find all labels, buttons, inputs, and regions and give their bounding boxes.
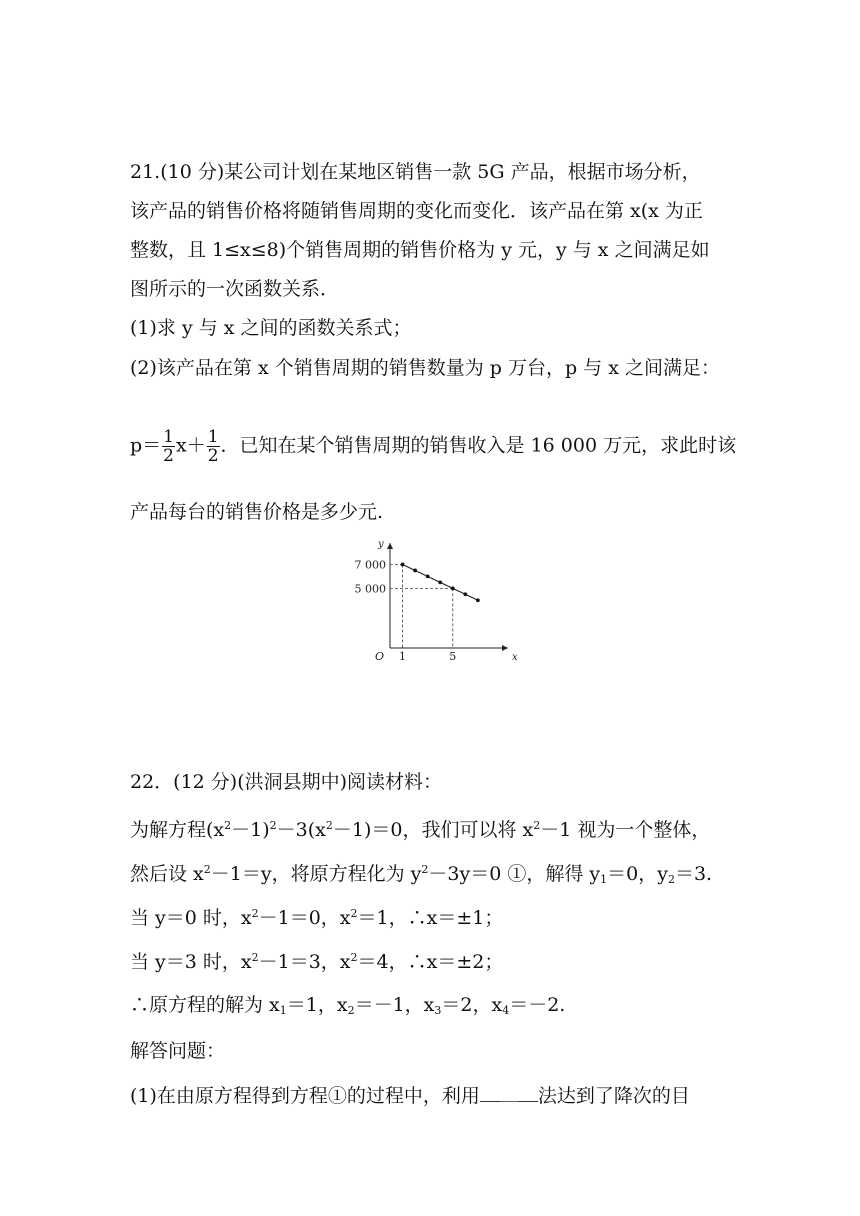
t: ＝3.	[674, 863, 713, 885]
exp: 2	[325, 819, 333, 832]
t: －1＝y，将原方程化为 y	[210, 863, 422, 885]
q22-line-5	[130, 993, 565, 1023]
t: －3(x	[276, 819, 326, 841]
t: ＝1，x	[286, 994, 348, 1016]
q21-formula-line	[130, 428, 736, 465]
t: ＝－1，x	[354, 994, 435, 1016]
exp: 2	[350, 907, 358, 920]
exp: 2	[269, 819, 277, 832]
idx: 1	[279, 1004, 287, 1017]
data-point-6	[463, 592, 467, 596]
y-tick-label-1: 5 000	[354, 582, 386, 596]
fraction-2-den: 2	[207, 446, 219, 466]
p-prefix: p＝	[130, 434, 162, 457]
data-point-1	[401, 563, 405, 567]
q21-line-1: 21.(10 分)某公司计划在某地区销售一款 5G 产品，根据市场分析，	[130, 161, 701, 183]
fraction-1	[162, 428, 175, 465]
exp: 2	[251, 907, 259, 920]
y-tick-label-0: 7 000	[354, 558, 386, 572]
fraction-1-den: 2	[163, 446, 174, 466]
origin-label: O	[375, 650, 385, 663]
t: ＝－2.	[509, 994, 566, 1016]
q22-line-2	[130, 858, 712, 892]
t: (1)在由原方程得到方程①的过程中，利用	[130, 1085, 480, 1107]
x-axis-label: x	[512, 652, 518, 663]
t: 当 y＝0 时，x	[130, 907, 252, 929]
idx: 2	[667, 873, 675, 886]
data-point-4	[438, 580, 442, 584]
idx: 2	[347, 1004, 355, 1017]
q22-line-1	[130, 814, 710, 842]
t: －1 视为一个整体，	[540, 819, 711, 841]
t: 然后设 x	[130, 863, 204, 885]
q21-part-2: (2)该产品在第 x 个销售周期的销售数量为 p 万台，p 与 x 之间满足：	[130, 357, 720, 379]
x-tick-label-5: 5	[449, 650, 457, 663]
fraction-2	[207, 428, 220, 465]
answer-blank[interactable]	[480, 1083, 538, 1102]
p-suffix: ．已知在某个销售周期的销售收入是 16 000 万元，求此时该	[220, 434, 737, 457]
q21-line-2: 该产品的销售价格将随销售周期的变化而变化．该产品在第 x(x 为正	[130, 200, 703, 222]
exp: 2	[533, 819, 541, 832]
t: －1＝0，x	[258, 907, 351, 929]
y-axis-label: y	[378, 539, 384, 550]
t: ＝1，∴x＝±1；	[357, 907, 504, 929]
t: －1)	[231, 819, 270, 841]
exp: 2	[203, 863, 211, 876]
t: 为解方程(x	[130, 819, 225, 841]
t: 当 y＝3 时，x	[130, 951, 252, 973]
line-graph	[350, 535, 530, 675]
t: 法达到了降次的目	[537, 1085, 690, 1107]
p-mid: x＋	[176, 434, 206, 457]
q21-line-3: 整数，且 1≤x≤8)个销售周期的销售价格为 y 元，y 与 x 之间满足如	[130, 239, 710, 261]
x-axis-arrow	[502, 645, 508, 651]
q22-line-4	[130, 946, 503, 974]
data-point-5	[451, 586, 455, 590]
q21-line-4: 图所示的一次函数关系．	[130, 278, 340, 300]
q21-part-1: (1)求 y 与 x 之间的函数关系式；	[130, 317, 412, 339]
q22-line-7	[130, 1083, 690, 1108]
idx: 4	[502, 1004, 510, 1017]
data-point-7	[476, 598, 480, 602]
data-point-3	[426, 575, 430, 579]
x-tick-label-1: 1	[399, 650, 407, 663]
q22-line-6: 解答问题：	[130, 1040, 226, 1062]
q22-line-3	[130, 902, 503, 930]
q21-line-7: 产品每台的销售价格是多少元.	[130, 501, 384, 523]
idx: 1	[600, 873, 608, 886]
t: ＝2，x	[441, 994, 503, 1016]
t: ＝0，y	[607, 863, 668, 885]
t: ∴原方程的解为 x	[130, 994, 280, 1016]
q22-head: 22．(12 分)(洪洞县期中)阅读材料：	[130, 771, 443, 793]
t: ＝4，∴x＝±2；	[357, 951, 504, 973]
exp: 2	[350, 951, 358, 964]
y-axis-arrow	[387, 543, 393, 549]
t: －3y＝0 ①，解得 y	[428, 863, 601, 885]
idx: 3	[434, 1004, 442, 1017]
fraction-2-num: 1	[207, 427, 219, 447]
data-point-2	[413, 569, 417, 573]
exp: 2	[251, 951, 259, 964]
exp: 2	[224, 819, 232, 832]
exp: 2	[421, 863, 429, 876]
fraction-1-num: 1	[163, 427, 174, 447]
t: －1)＝0，我们可以将 x	[332, 819, 534, 841]
t: －1＝3，x	[258, 951, 351, 973]
